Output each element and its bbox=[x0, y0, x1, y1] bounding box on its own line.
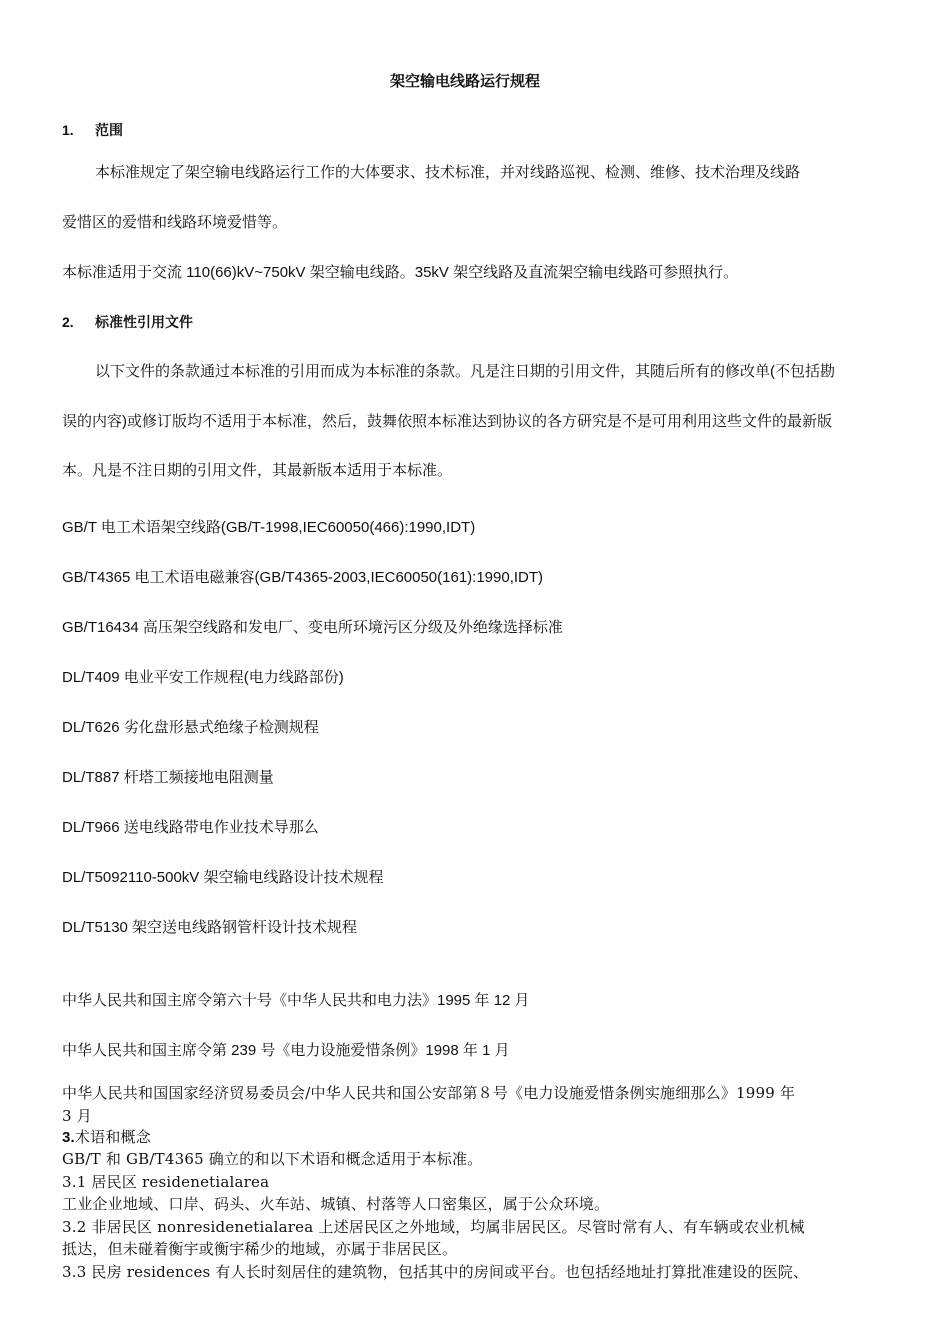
section-3-number: 3. bbox=[62, 1129, 75, 1146]
section-1-paragraph-line-2: 爱惜区的爱惜和线路环境爱惜等。 bbox=[62, 214, 288, 231]
section-3-intro: GB/T 和 GB/T4365 确立的和以下术语和概念适用于本标准。 bbox=[62, 1150, 483, 1168]
section-2-heading bbox=[62, 312, 193, 332]
reference-item: GB/T4365 电工术语电磁兼容(GB/T4365-2003,IEC60050(161):1990,IDT) bbox=[62, 569, 544, 586]
reference-item: DL/T887 杆塔工频接地电阻测量 bbox=[62, 769, 274, 786]
section-1-heading bbox=[62, 120, 123, 140]
reference-item: DL/T626 劣化盘形悬式绝缘子检测规程 bbox=[62, 719, 319, 736]
law-reference: 中华人民共和国主席令第 239 号《电力设施爱惜条例》1998 年 1 月 bbox=[62, 1042, 510, 1059]
reference-item: DL/T5092110-500kV 架空输电线路设计技术规程 bbox=[62, 869, 384, 886]
term-3-1-definition: 工业企业地域、口岸、码头、火车站、城镇、村落等人口密集区，属于公众环境。 bbox=[62, 1195, 610, 1213]
law-reference-line-1: 中华人民共和国国家经济贸易委员会/中华人民共和国公安部第８号《电力设施爱惜条例实施细那么》1999 年 bbox=[62, 1084, 796, 1102]
term-3-2-line-1: 3.2 非居民区 nonresidenetialarea 上述居民区之外地域，均属非居民区。尽管时常有人、有车辆或农业机械 bbox=[62, 1218, 805, 1236]
section-2-paragraph-line-3: 本。凡是不注日期的引用文件，其最新版本适用于本标准。 bbox=[62, 462, 453, 479]
law-reference-line-2: 3 月 bbox=[62, 1107, 92, 1125]
section-1-number: 1. bbox=[62, 122, 74, 138]
reference-item: DL/T5130 架空送电线路钢管杆设计技术规程 bbox=[62, 919, 358, 936]
section-3-heading bbox=[62, 1126, 151, 1147]
reference-item: GB/T16434 高压架空线路和发电厂、变电所环境污区分级及外绝缘选择标准 bbox=[62, 619, 563, 636]
law-reference: 中华人民共和国主席令第六十号《中华人民共和电力法》1995 年 12 月 bbox=[62, 992, 530, 1009]
term-3-1: 3.1 居民区 residenetialarea bbox=[62, 1173, 270, 1191]
section-1-scope-paragraph: 本标准适用于交流 110(66)kV~750kV 架空输电线路。35kV 架空线路及直流架空输电线路可参照执行。 bbox=[62, 264, 739, 281]
term-3-3-line-1: 3.3 民房 residences 有人长时刻居住的建筑物，包括其中的房间或平台。也包括经地址打算批准建设的医院、 bbox=[62, 1263, 809, 1281]
reference-item: DL/T966 送电线路带电作业技术导那么 bbox=[62, 819, 319, 836]
reference-item: GB/T 电工术语架空线路(GB/T-1998,IEC60050(466):1990,IDT) bbox=[62, 519, 476, 536]
document-title: 架空输电线路运行规程 bbox=[389, 73, 540, 90]
section-3-title: 术语和概念 bbox=[74, 1128, 151, 1146]
section-1-paragraph-line-1: 本标准规定了架空输电线路运行工作的大体要求、技术标准，并对线路巡视、检测、维修、技术治理及线路 bbox=[95, 164, 801, 181]
section-2-number: 2. bbox=[62, 314, 74, 330]
section-2-paragraph-line-2: 误的内容)或修订版均不适用于本标准，然后，鼓舞依照本标准达到协议的各方研究是不是可用利用这些文件的最新版 bbox=[62, 413, 833, 430]
section-2-paragraph-line-1: 以下文件的条款通过本标准的引用而成为本标准的条款。凡是注日期的引用文件，其随后所有的修改单(不包括勘 bbox=[95, 363, 836, 380]
term-3-2-line-2: 抵达，但未碰着衡宇或衡宇稀少的地域，亦属于非居民区。 bbox=[62, 1240, 458, 1258]
section-2-title: 标准性引用文件 bbox=[95, 314, 193, 330]
section-1-title: 范围 bbox=[95, 122, 123, 138]
reference-item: DL/T409 电业平安工作规程(电力线路部份) bbox=[62, 669, 344, 686]
